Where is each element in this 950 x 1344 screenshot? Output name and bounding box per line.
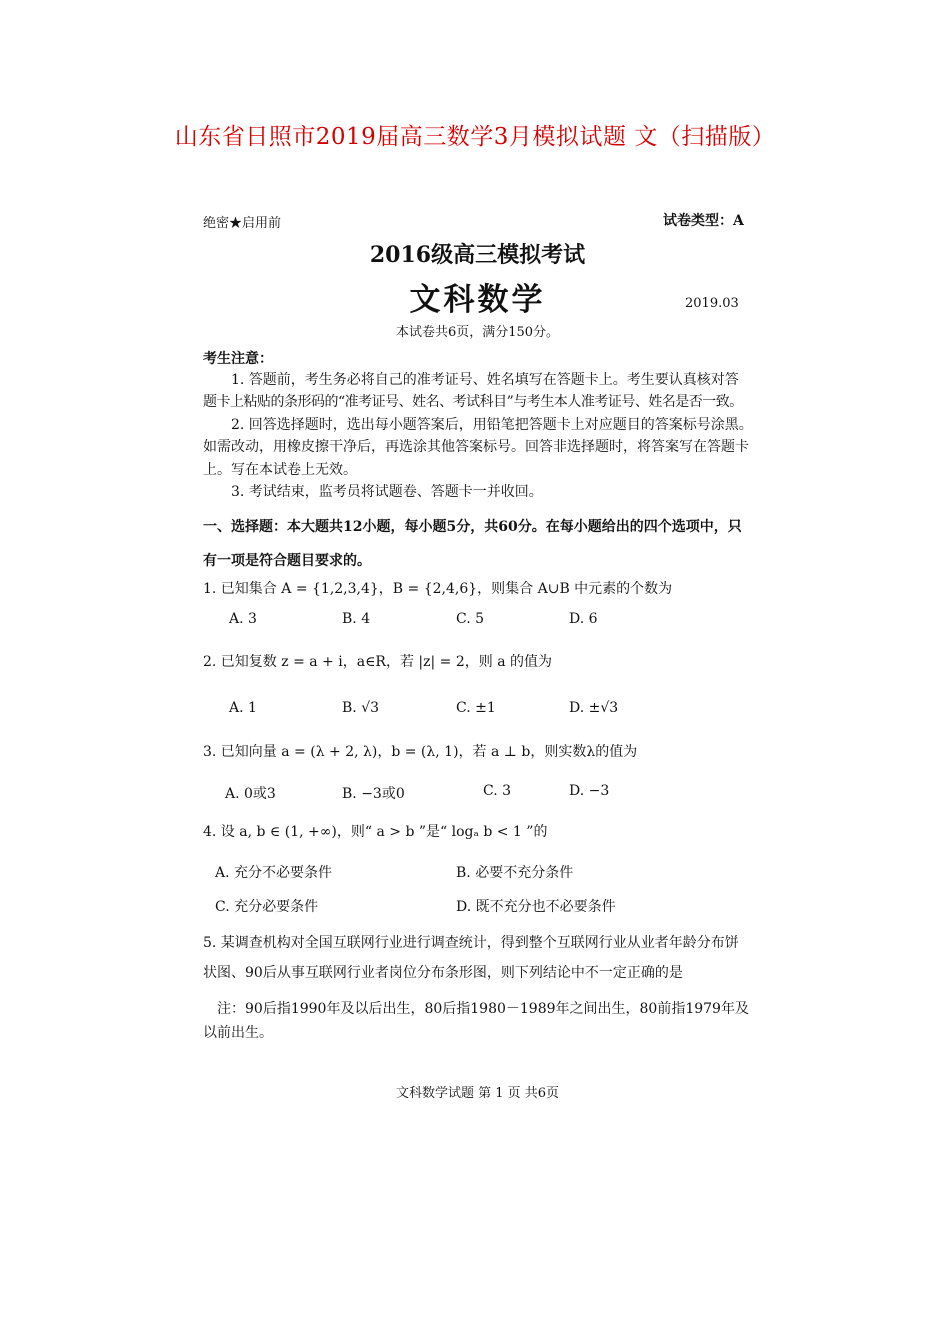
question-5-stem-line-1: 5. 某调查机构对全国互联网行业进行调查统计，得到整个互联网行业从业者年龄分布饼 (203, 935, 739, 951)
question-3-option-c: C. 3 (483, 783, 512, 799)
question-1-option-b: B. 4 (342, 611, 371, 627)
question-2-stem: 2. 已知复数 z = a + i，a∈R，若 |z| = 2，则 a 的值为 (203, 654, 553, 670)
document-title: 山东省日照市2019届高三数学3月模拟试题 文（扫描版） (174, 124, 776, 150)
question-5-stem-line-2: 状图、90后从事互联网行业者岗位分布条形图，则下列结论中不一定正确的是 (203, 965, 683, 981)
paper-type-label: 试卷类型：A (663, 213, 744, 229)
section-1-line-1: 一、选择题：本大题共12小题，每小题5分，共60分。在每小题给出的四个选项中，只 (203, 519, 742, 535)
question-3-option-b: B. −3或0 (342, 786, 405, 802)
notice-heading: 考生注意： (203, 351, 273, 367)
notice-item-1-line-2: 题卡上粘贴的条形码的“准考证号、姓名、考试科目”与考生本人准考证号、姓名是否一致。 (203, 394, 743, 410)
question-1-stem: 1. 已知集合 A = {1,2,3,4}，B = {2,4,6}，则集合 A∪B 中元素的个数为 (203, 581, 673, 597)
question-1-option-a: A. 3 (229, 611, 257, 627)
question-4-option-d: D. 既不充分也不必要条件 (456, 899, 616, 915)
question-5-note-line-1: 注：90后指1990年及以后出生，80后指1980－1989年之间出生，80前指1979年及 (217, 1001, 749, 1017)
scanned-exam-page (185, 190, 770, 1110)
question-3-option-d: D. −3 (569, 783, 610, 799)
exam-title: 2016级高三模拟考试 (369, 242, 586, 268)
notice-item-2-line-3: 上。写在本试卷上无效。 (203, 462, 357, 478)
question-2-option-d: D. ±√3 (569, 700, 619, 716)
question-5-note-line-2: 以前出生。 (203, 1025, 273, 1041)
question-2-option-c: C. ±1 (456, 700, 496, 716)
question-4-option-b: B. 必要不充分条件 (456, 865, 574, 881)
exam-info: 本试卷共6页，满分150分。 (395, 325, 560, 340)
notice-item-1-line-1: 1. 答题前，考生务必将自己的准考证号、姓名填写在答题卡上。考生要认真核对答 (231, 372, 739, 388)
question-3-stem: 3. 已知向量 a = (λ + 2, λ)，b = (λ, 1)，若 a ⊥ b，则实数λ的值为 (203, 744, 638, 760)
notice-item-2-line-1: 2. 回答选择题时，选出每小题答案后，用铅笔把答题卡上对应题目的答案标号涂黑。 (231, 417, 753, 433)
question-4-option-a: A. 充分不必要条件 (215, 865, 333, 881)
page-footer: 文科数学试题 第 1 页 共6页 (395, 1086, 560, 1101)
notice-item-3: 3. 考试结束，监考员将试题卷、答题卡一并收回。 (231, 484, 543, 500)
section-1-line-2: 有一项是符合题目要求的。 (203, 553, 371, 569)
question-1-option-c: C. 5 (456, 611, 485, 627)
exam-date: 2019.03 (685, 296, 739, 311)
question-4-option-c: C. 充分必要条件 (215, 899, 319, 915)
exam-subject: 文科数学 (409, 282, 546, 318)
question-2-option-b: B. √3 (342, 700, 380, 716)
question-3-option-a: A. 0或3 (225, 786, 276, 802)
question-2-option-a: A. 1 (229, 700, 257, 716)
secret-label: 绝密★启用前 (203, 216, 282, 231)
question-1-option-d: D. 6 (569, 611, 598, 627)
notice-item-2-line-2: 如需改动，用橡皮擦干净后，再选涂其他答案标号。回答非选择题时，将答案写在答题卡 (203, 439, 749, 455)
question-4-stem: 4. 设 a, b ∈ (1, +∞)，则“ a > b ”是“ logₐ b < 1 ”的 (203, 824, 548, 840)
